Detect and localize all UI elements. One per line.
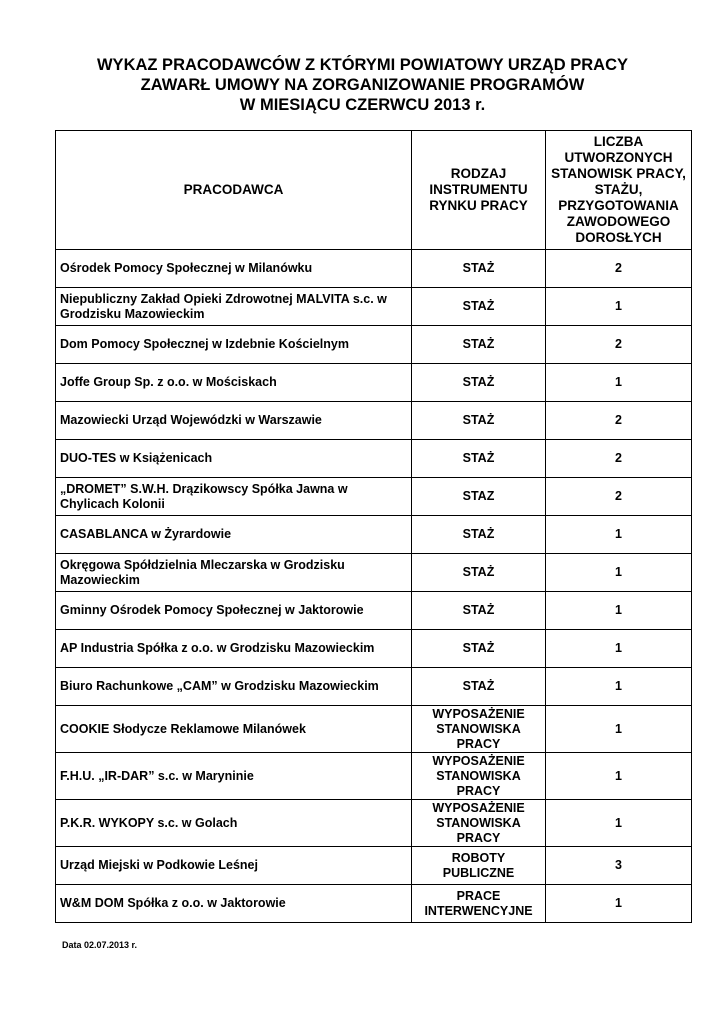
count-cell: 1 [546, 516, 692, 554]
header-count: LICZBA UTWORZONYCH STANOWISK PRACY, STAŻU, PRZYGOTOWANIA ZAWODOWEGO DOROSŁYCH [546, 131, 692, 250]
count-cell: 1 [546, 364, 692, 402]
table-row [56, 668, 692, 706]
instrument-cell: STAŻ [412, 288, 546, 326]
count-cell: 1 [546, 706, 692, 753]
instrument-cell: STAŻ [412, 630, 546, 668]
table-row [56, 364, 692, 402]
count-cell: 1 [546, 554, 692, 592]
table-row [56, 288, 692, 326]
count-cell: 1 [546, 592, 692, 630]
employer-cell: F.H.U. „IR-DAR” s.c. w Maryninie [56, 753, 412, 800]
count-cell: 1 [546, 288, 692, 326]
table-row [56, 706, 692, 753]
count-cell: 1 [546, 753, 692, 800]
count-cell: 1 [546, 800, 692, 847]
table-row [56, 440, 692, 478]
instrument-cell: STAŻ [412, 250, 546, 288]
count-cell: 2 [546, 250, 692, 288]
employer-cell: Dom Pomocy Społecznej w Izdebnie Kościelnym [56, 326, 412, 364]
instrument-cell: STAŻ [412, 402, 546, 440]
instrument-cell: WYPOSAŻENIE STANOWISKA PRACY [412, 753, 546, 800]
instrument-cell: PRACE INTERWENCYJNE [412, 885, 546, 923]
instrument-cell: WYPOSAŻENIE STANOWISKA PRACY [412, 706, 546, 753]
count-cell: 2 [546, 326, 692, 364]
employer-cell: Okręgowa Spółdzielnia Mleczarska w Grodzisku Mazowieckim [56, 554, 412, 592]
instrument-cell: STAŻ [412, 592, 546, 630]
instrument-cell: STAŻ [412, 554, 546, 592]
employer-cell: COOKIE Słodycze Reklamowe Milanówek [56, 706, 412, 753]
table-row [56, 478, 692, 516]
document-date: Data 02.07.2013 r. [62, 940, 138, 950]
table-body [56, 250, 692, 923]
employer-cell: Biuro Rachunkowe „CAM” w Grodzisku Mazowieckim [56, 668, 412, 706]
employer-cell: Ośrodek Pomocy Społecznej w Milanówku [56, 250, 412, 288]
count-cell: 2 [546, 402, 692, 440]
count-cell: 1 [546, 885, 692, 923]
table-row [56, 402, 692, 440]
table-header-row [56, 131, 692, 250]
employer-cell: Urząd Miejski w Podkowie Leśnej [56, 847, 412, 885]
title-line-1: WYKAZ PRACODAWCÓW Z KTÓRYMI POWIATOWY URZĄD PRACY [96, 56, 629, 74]
employer-cell: Niepubliczny Zakład Opieki Zdrowotnej MALVITA s.c. w Grodzisku Mazowieckim [56, 288, 412, 326]
page-title [40, 55, 685, 115]
table-row [56, 554, 692, 592]
table-row [56, 885, 692, 923]
instrument-cell: STAŻ [412, 364, 546, 402]
header-instrument: RODZAJ INSTRUMENTU RYNKU PRACY [412, 131, 546, 250]
count-cell: 2 [546, 440, 692, 478]
instrument-cell: STAZ [412, 478, 546, 516]
title-line-2: ZAWARŁ UMOWY NA ZORGANIZOWANIE PROGRAMÓW [140, 76, 585, 94]
title-line-3: W MIESIĄCU CZERWCU 2013 r. [239, 96, 486, 114]
count-cell: 3 [546, 847, 692, 885]
instrument-cell: STAŻ [412, 668, 546, 706]
count-cell: 2 [546, 478, 692, 516]
instrument-cell: STAŻ [412, 440, 546, 478]
employer-cell: CASABLANCA w Żyrardowie [56, 516, 412, 554]
employers-table [55, 130, 692, 923]
table-row [56, 516, 692, 554]
table-row [56, 800, 692, 847]
table-row [56, 847, 692, 885]
employer-cell: P.K.R. WYKOPY s.c. w Golach [56, 800, 412, 847]
header-employer: PRACODAWCA [56, 131, 412, 250]
count-cell: 1 [546, 668, 692, 706]
table-row [56, 753, 692, 800]
instrument-cell: STAŻ [412, 326, 546, 364]
employer-cell: Joffe Group Sp. z o.o. w Mościskach [56, 364, 412, 402]
count-cell: 1 [546, 630, 692, 668]
instrument-cell: WYPOSAŻENIE STANOWISKA PRACY [412, 800, 546, 847]
employer-cell: W&M DOM Spółka z o.o. w Jaktorowie [56, 885, 412, 923]
employer-cell: AP Industria Spółka z o.o. w Grodzisku Mazowieckim [56, 630, 412, 668]
employer-cell: „DROMET” S.W.H. Drązikowscy Spółka Jawna w Chylicach Kolonii [56, 478, 412, 516]
table-row [56, 630, 692, 668]
table-row [56, 592, 692, 630]
table-row [56, 326, 692, 364]
instrument-cell: STAŻ [412, 516, 546, 554]
instrument-cell: ROBOTY PUBLICZNE [412, 847, 546, 885]
employer-cell: Gminny Ośrodek Pomocy Społecznej w Jaktorowie [56, 592, 412, 630]
table-row [56, 250, 692, 288]
employer-cell: Mazowiecki Urząd Wojewódzki w Warszawie [56, 402, 412, 440]
employer-cell: DUO-TES w Książenicach [56, 440, 412, 478]
